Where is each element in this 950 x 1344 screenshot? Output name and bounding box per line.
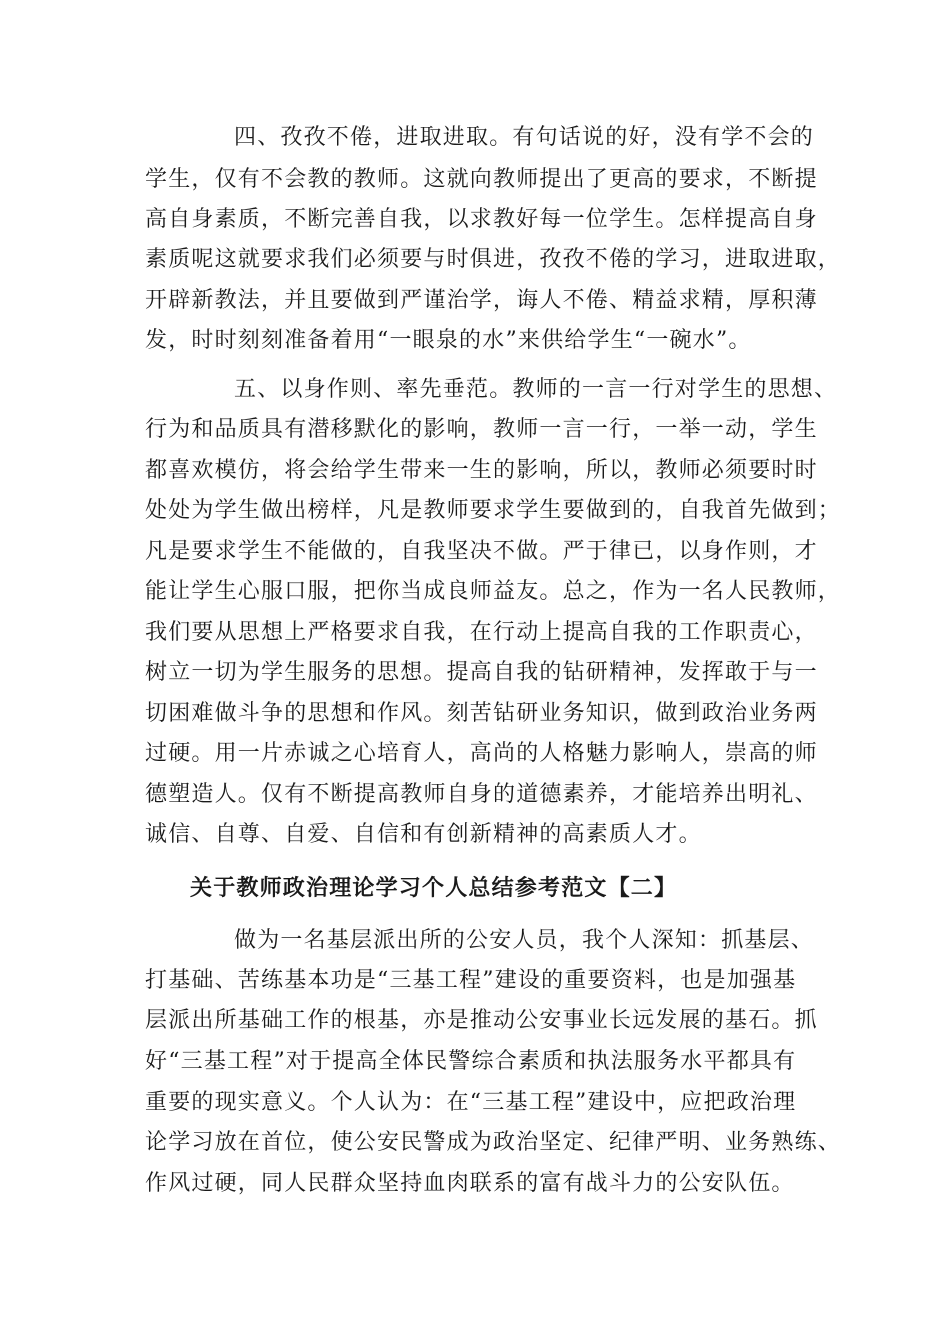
paragraph-line: 学生，仅有不会教的教师。这就向教师提出了更高的要求，不断提 — [145, 167, 818, 192]
paragraph-line: 论学习放在首位，使公安民警成为政治坚定、纪律严明、业务熟练、 — [145, 1130, 842, 1155]
paragraph-line: 发，时时刻刻准备着用“一眼泉的水”来供给学生“一碗水”。 — [145, 328, 752, 353]
paragraph-line: 作风过硬，同人民群众坚持血肉联系的富有战斗力的公安队伍。 — [145, 1171, 795, 1196]
paragraph-line: 重要的现实意义。个人认为：在“三基工程”建设中，应把政治理 — [145, 1090, 797, 1115]
paragraph-line: 处处为学生做出榜样，凡是教师要求学生要做到的，自我首先做到； — [145, 498, 842, 523]
paragraph-line: 五、以身作则、率先垂范。教师的一言一行对学生的思想、 — [234, 377, 838, 402]
paragraph-line: 诚信、自尊、自爱、自信和有创新精神的高素质人才。 — [145, 822, 702, 847]
paragraph-line: 好“三基工程”对于提高全体民警综合素质和执法服务水平都具有 — [145, 1049, 797, 1074]
paragraph-line: 层派出所基础工作的根基，亦是推动公安事业长远发展的基石。抓 — [145, 1008, 818, 1033]
paragraph-line: 能让学生心服口服，把你当成良师益友。总之，作为一名人民教师， — [145, 579, 842, 604]
paragraph-line: 高自身素质，不断完善自我，以求教好每一位学生。怎样提高自身 — [145, 207, 818, 232]
paragraph-line: 四、孜孜不倦，进取进取。有句话说的好，没有学不会的 — [234, 125, 815, 150]
paragraph-line: 都喜欢模仿，将会给学生带来一生的影响，所以，教师必须要时时 — [145, 458, 818, 483]
paragraph-line: 我们要从思想上严格要求自我，在行动上提高自我的工作职责心， — [145, 620, 818, 645]
paragraph-line: 过硬。用一片赤诚之心培育人，高尚的人格魅力影响人，崇高的师 — [145, 741, 818, 766]
paragraph-line: 打基础、苦练基本功是“三基工程”建设的重要资料，也是加强基 — [145, 968, 797, 993]
paragraph-line: 素质呢这就要求我们必须要与时俱进，孜孜不倦的学习，进取进取， — [145, 247, 842, 272]
paragraph-line: 切困难做斗争的思想和作风。刻苦钻研业务知识，做到政治业务两 — [145, 701, 818, 726]
paragraph-line: 德塑造人。仅有不断提高教师自身的道德素养，才能培养出明礼、 — [145, 782, 818, 807]
paragraph-line: 开辟新教法，并且要做到严谨治学，诲人不倦、精益求精，厚积薄 — [145, 288, 818, 313]
paragraph-line: 行为和品质具有潜移默化的影响，教师一言一行，一举一动，学生 — [145, 417, 818, 442]
paragraph-line: 做为一名基层派出所的公安人员，我个人深知：抓基层、 — [234, 928, 815, 953]
paragraph-line: 凡是要求学生不能做的，自我坚决不做。严于律已，以身作则，才 — [145, 539, 818, 564]
paragraph-line: 树立一切为学生服务的思想。提高自我的钻研精神，发挥敢于与一 — [145, 660, 818, 685]
section-heading: 关于教师政治理论学习个人总结参考范文【二】 — [190, 875, 678, 901]
